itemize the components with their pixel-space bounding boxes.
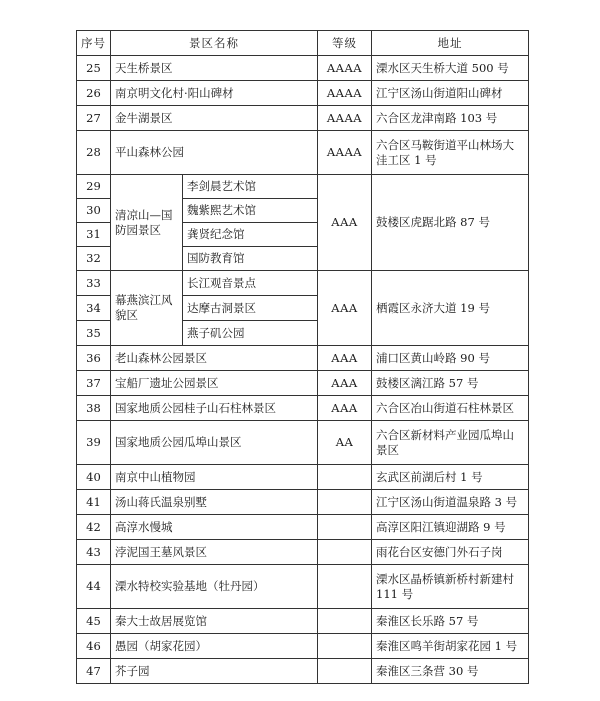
scenic-name: 宝船厂遗址公园景区	[111, 371, 318, 396]
header-grade: 等级	[318, 31, 372, 56]
scenic-grade	[318, 515, 372, 540]
scenic-address: 江宁区汤山街道阳山碑材	[372, 81, 529, 106]
row-number: 44	[77, 565, 111, 609]
scenic-address: 溧水区天生桥大道 500 号	[372, 56, 529, 81]
row-number: 29	[77, 175, 111, 199]
header-name: 景区名称	[111, 31, 318, 56]
scenic-name: 高淳水慢城	[111, 515, 318, 540]
row-number: 40	[77, 465, 111, 490]
scenic-address: 高淳区阳江镇迎湖路 9 号	[372, 515, 529, 540]
table-row	[77, 659, 529, 684]
scenic-name: 龚贤纪念馆	[183, 223, 318, 247]
table-row	[77, 396, 529, 421]
scenic-name: 老山森林公园景区	[111, 346, 318, 371]
scenic-grade: AAA	[318, 396, 372, 421]
scenic-grade: AAA	[318, 271, 372, 346]
row-number: 27	[77, 106, 111, 131]
scenic-grade	[318, 490, 372, 515]
scenic-name: 达摩古洞景区	[183, 296, 318, 321]
scenic-grade: AAAA	[318, 106, 372, 131]
table-row	[77, 346, 529, 371]
row-number: 45	[77, 609, 111, 634]
row-number: 28	[77, 131, 111, 175]
scenic-grade: AAA	[318, 175, 372, 271]
scenic-address: 秦淮区三条营 30 号	[372, 659, 529, 684]
table-row	[77, 81, 529, 106]
row-number: 31	[77, 223, 111, 247]
scenic-name: 燕子矶公园	[183, 321, 318, 346]
table-row	[77, 421, 529, 465]
scenic-address: 溧水区晶桥镇新桥村新建村 111 号	[372, 565, 529, 609]
scenic-address: 雨花台区安德门外石子岗	[372, 540, 529, 565]
scenic-name: 国防教育馆	[183, 247, 318, 271]
table-row	[77, 175, 529, 199]
scenic-name: 芥子园	[111, 659, 318, 684]
table-row	[77, 490, 529, 515]
header-num: 序号	[77, 31, 111, 56]
table-row	[77, 131, 529, 175]
scenic-name: 金牛湖景区	[111, 106, 318, 131]
scenic-grade: AAA	[318, 371, 372, 396]
scenic-name: 魏紫熙艺术馆	[183, 199, 318, 223]
scenic-grade	[318, 634, 372, 659]
scenic-address: 浦口区黄山岭路 90 号	[372, 346, 529, 371]
scenic-name: 愚园（胡家花园）	[111, 634, 318, 659]
row-number: 43	[77, 540, 111, 565]
row-number: 37	[77, 371, 111, 396]
scenic-name: 国家地质公园瓜埠山景区	[111, 421, 318, 465]
table-row	[77, 634, 529, 659]
scenic-address: 秦淮区鸣羊街胡家花园 1 号	[372, 634, 529, 659]
row-number: 42	[77, 515, 111, 540]
scenic-address: 六合区龙津南路 103 号	[372, 106, 529, 131]
scenic-address: 六合区马鞍街道平山林场大洼工区 1 号	[372, 131, 529, 175]
scenic-name: 平山森林公园	[111, 131, 318, 175]
scenic-group-name: 清凉山—国防园景区	[111, 175, 183, 271]
scenic-name: 溧水特校实验基地（牡丹园）	[111, 565, 318, 609]
scenic-name: 汤山蒋氏温泉别墅	[111, 490, 318, 515]
row-number: 38	[77, 396, 111, 421]
table-row	[77, 371, 529, 396]
table-row	[77, 106, 529, 131]
table-row	[77, 540, 529, 565]
scenic-name: 李剑晨艺术馆	[183, 175, 318, 199]
row-number: 25	[77, 56, 111, 81]
row-number: 32	[77, 247, 111, 271]
scenic-grade	[318, 465, 372, 490]
scenic-spots-table	[76, 30, 529, 684]
scenic-address: 鼓楼区虎踞北路 87 号	[372, 175, 529, 271]
scenic-address: 六合区新材料产业园瓜埠山景区	[372, 421, 529, 465]
scenic-grade	[318, 659, 372, 684]
table-row	[77, 565, 529, 609]
table-row	[77, 56, 529, 81]
scenic-name: 浡泥国王墓风景区	[111, 540, 318, 565]
scenic-address: 鼓楼区漓江路 57 号	[372, 371, 529, 396]
table-row	[77, 465, 529, 490]
scenic-address: 秦淮区长乐路 57 号	[372, 609, 529, 634]
scenic-grade	[318, 565, 372, 609]
row-number: 30	[77, 199, 111, 223]
scenic-grade	[318, 609, 372, 634]
scenic-name: 长江观音景点	[183, 271, 318, 296]
table-row	[77, 271, 529, 296]
row-number: 36	[77, 346, 111, 371]
scenic-name: 南京明文化村·阳山碑材	[111, 81, 318, 106]
row-number: 26	[77, 81, 111, 106]
scenic-grade: AAAA	[318, 81, 372, 106]
scenic-grade	[318, 540, 372, 565]
row-number: 41	[77, 490, 111, 515]
scenic-grade: AAAA	[318, 131, 372, 175]
scenic-address: 玄武区前湖后村 1 号	[372, 465, 529, 490]
scenic-grade: AA	[318, 421, 372, 465]
row-number: 35	[77, 321, 111, 346]
scenic-address: 江宁区汤山街道温泉路 3 号	[372, 490, 529, 515]
scenic-address: 栖霞区永济大道 19 号	[372, 271, 529, 346]
scenic-address: 六合区冶山街道石柱林景区	[372, 396, 529, 421]
scenic-name: 天生桥景区	[111, 56, 318, 81]
header-row	[77, 31, 529, 56]
table-row	[77, 609, 529, 634]
row-number: 34	[77, 296, 111, 321]
scenic-grade: AAAA	[318, 56, 372, 81]
scenic-group-name: 幕燕滨江风貌区	[111, 271, 183, 346]
scenic-name: 南京中山植物园	[111, 465, 318, 490]
row-number: 46	[77, 634, 111, 659]
row-number: 33	[77, 271, 111, 296]
table-row	[77, 515, 529, 540]
row-number: 47	[77, 659, 111, 684]
scenic-name: 国家地质公园桂子山石柱林景区	[111, 396, 318, 421]
row-number: 39	[77, 421, 111, 465]
scenic-grade: AAA	[318, 346, 372, 371]
scenic-name: 秦大士故居展览馆	[111, 609, 318, 634]
header-address: 地址	[372, 31, 529, 56]
